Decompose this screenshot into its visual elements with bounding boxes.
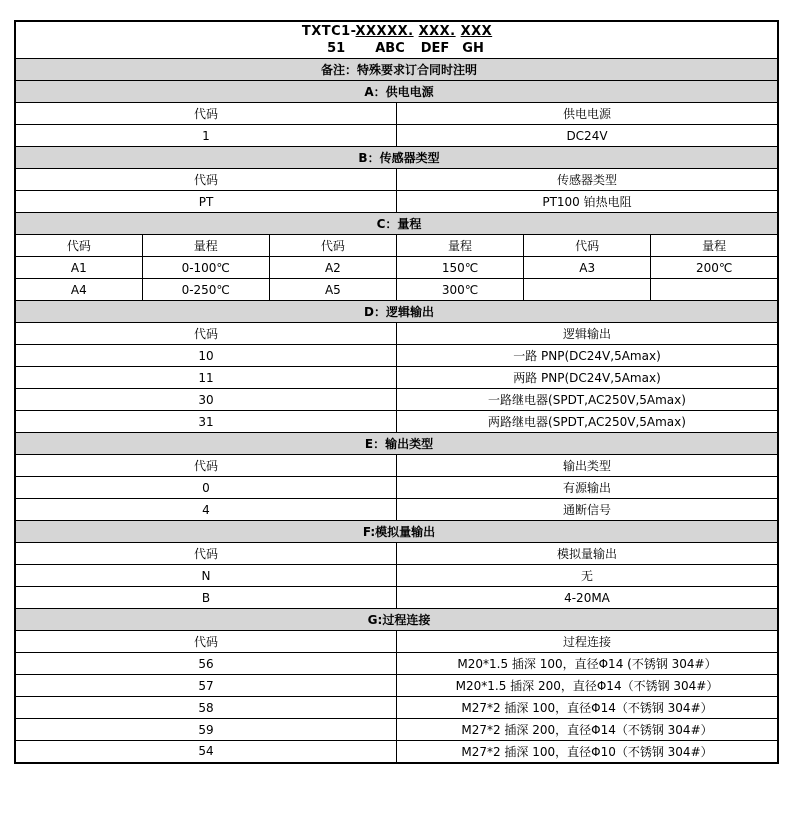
section-f-data-row xyxy=(15,587,778,609)
model-code-values-line xyxy=(22,41,777,56)
section-c-header-row xyxy=(15,235,778,257)
column-header-code: 代码 xyxy=(15,323,396,345)
code-cell: A3 xyxy=(524,257,651,279)
section-g-data-row xyxy=(15,741,778,763)
code-cell: A2 xyxy=(269,257,396,279)
section-d-data-row xyxy=(15,389,778,411)
value-cell: 200℃ xyxy=(651,257,778,279)
code-cell: 59 xyxy=(15,719,396,741)
section-c-title-row xyxy=(15,213,778,235)
value-cell: 通断信号 xyxy=(396,499,778,521)
model-prefix: TXTC1- xyxy=(301,24,356,39)
code-cell: A4 xyxy=(15,279,142,301)
section-d-band: D：逻辑输出 xyxy=(15,301,778,323)
section-b-band: B：传感器类型 xyxy=(15,147,778,169)
section-g-title-row xyxy=(15,609,778,631)
section-e-data-row xyxy=(15,477,778,499)
column-header-range: 量程 xyxy=(396,235,523,257)
code-cell: 4 xyxy=(15,499,396,521)
section-g-data-row xyxy=(15,675,778,697)
value-cell: 无 xyxy=(396,565,778,587)
section-d-title-row xyxy=(15,301,778,323)
section-c-data-row xyxy=(15,257,778,279)
column-header-code: 代码 xyxy=(269,235,396,257)
code-value-1: 51 xyxy=(327,41,346,56)
section-g-data-row xyxy=(15,719,778,741)
value-cell: 有源输出 xyxy=(396,477,778,499)
code-cell: 11 xyxy=(15,367,396,389)
section-d-data-row xyxy=(15,367,778,389)
value-cell: 两路 PNP(DC24V,5Amax) xyxy=(396,367,778,389)
code-cell: PT xyxy=(15,191,396,213)
section-f-data-row xyxy=(15,565,778,587)
column-header-range: 量程 xyxy=(651,235,778,257)
model-segment-1: XXXXX. xyxy=(355,24,414,39)
ordering-spec-table xyxy=(14,20,779,764)
column-header-code: 代码 xyxy=(15,169,396,191)
value-cell: M27*2 插深 200，直径Φ14（不锈钢 304#） xyxy=(396,719,778,741)
section-a-title-row xyxy=(15,81,778,103)
section-g-data-row xyxy=(15,697,778,719)
column-header-value: 供电电源 xyxy=(396,103,778,125)
note-row xyxy=(15,59,778,81)
section-f-band: F:模拟量输出 xyxy=(15,521,778,543)
code-cell: B xyxy=(15,587,396,609)
model-segment-3: XXX xyxy=(460,24,493,39)
column-header-code: 代码 xyxy=(15,631,396,653)
column-header-value: 输出类型 xyxy=(396,455,778,477)
code-value-3: DEF xyxy=(420,41,450,56)
section-f-title-row xyxy=(15,521,778,543)
column-header-value: 逻辑输出 xyxy=(396,323,778,345)
value-cell: 一路 PNP(DC24V,5Amax) xyxy=(396,345,778,367)
section-a-data-row xyxy=(15,125,778,147)
column-header-code: 代码 xyxy=(15,455,396,477)
section-g-data-row xyxy=(15,653,778,675)
code-value-2: ABC xyxy=(375,41,405,56)
value-cell: 0-100℃ xyxy=(142,257,269,279)
section-e-header-row xyxy=(15,455,778,477)
value-cell: 150℃ xyxy=(396,257,523,279)
section-d-data-row xyxy=(15,345,778,367)
code-cell: 58 xyxy=(15,697,396,719)
section-f-header-row xyxy=(15,543,778,565)
column-header-code: 代码 xyxy=(15,543,396,565)
column-header-code: 代码 xyxy=(15,103,396,125)
code-cell: 56 xyxy=(15,653,396,675)
spec-sheet-page xyxy=(14,20,779,764)
code-cell: 54 xyxy=(15,741,396,763)
value-cell: M27*2 插深 100，直径Φ14（不锈钢 304#） xyxy=(396,697,778,719)
value-cell: 一路继电器(SPDT,AC250V,5Amax) xyxy=(396,389,778,411)
section-b-data-row xyxy=(15,191,778,213)
section-e-data-row xyxy=(15,499,778,521)
code-cell: N xyxy=(15,565,396,587)
section-g-header-row xyxy=(15,631,778,653)
value-cell: M20*1.5 插深 200，直径Φ14（不锈钢 304#） xyxy=(396,675,778,697)
code-cell: 31 xyxy=(15,411,396,433)
section-e-band: E：输出类型 xyxy=(15,433,778,455)
section-a-header-row xyxy=(15,103,778,125)
section-d-data-row xyxy=(15,411,778,433)
section-b-title-row xyxy=(15,147,778,169)
value-cell: PT100 铂热电阻 xyxy=(396,191,778,213)
note-band: 备注：特殊要求订合同时注明 xyxy=(15,59,778,81)
code-cell: A5 xyxy=(269,279,396,301)
section-b-header-row xyxy=(15,169,778,191)
column-header-value: 模拟量输出 xyxy=(396,543,778,565)
model-number-line xyxy=(22,24,777,39)
value-cell: M27*2 插深 100，直径Φ10（不锈钢 304#） xyxy=(396,741,778,763)
code-cell: A1 xyxy=(15,257,142,279)
code-value-4: GH xyxy=(462,41,484,56)
value-cell: 300℃ xyxy=(396,279,523,301)
value-cell: DC24V xyxy=(396,125,778,147)
section-c-band: C：量程 xyxy=(15,213,778,235)
section-e-title-row xyxy=(15,433,778,455)
section-c-data-row xyxy=(15,279,778,301)
code-cell: 57 xyxy=(15,675,396,697)
value-cell-empty xyxy=(651,279,778,301)
section-a-band: A：供电电源 xyxy=(15,81,778,103)
section-d-header-row xyxy=(15,323,778,345)
value-cell: 两路继电器(SPDT,AC250V,5Amax) xyxy=(396,411,778,433)
code-cell: 10 xyxy=(15,345,396,367)
model-code-row xyxy=(15,21,778,59)
value-cell: 4-20MA xyxy=(396,587,778,609)
model-segment-2: XXX. xyxy=(418,24,456,39)
value-cell: 0-250℃ xyxy=(142,279,269,301)
value-cell: M20*1.5 插深 100，直径Φ14 (不锈钢 304#） xyxy=(396,653,778,675)
model-code-cell xyxy=(15,21,778,59)
column-header-value: 传感器类型 xyxy=(396,169,778,191)
code-cell-empty xyxy=(524,279,651,301)
code-cell: 30 xyxy=(15,389,396,411)
column-header-code: 代码 xyxy=(524,235,651,257)
column-header-code: 代码 xyxy=(15,235,142,257)
code-cell: 0 xyxy=(15,477,396,499)
column-header-value: 过程连接 xyxy=(396,631,778,653)
column-header-range: 量程 xyxy=(142,235,269,257)
code-cell: 1 xyxy=(15,125,396,147)
section-g-band: G:过程连接 xyxy=(15,609,778,631)
